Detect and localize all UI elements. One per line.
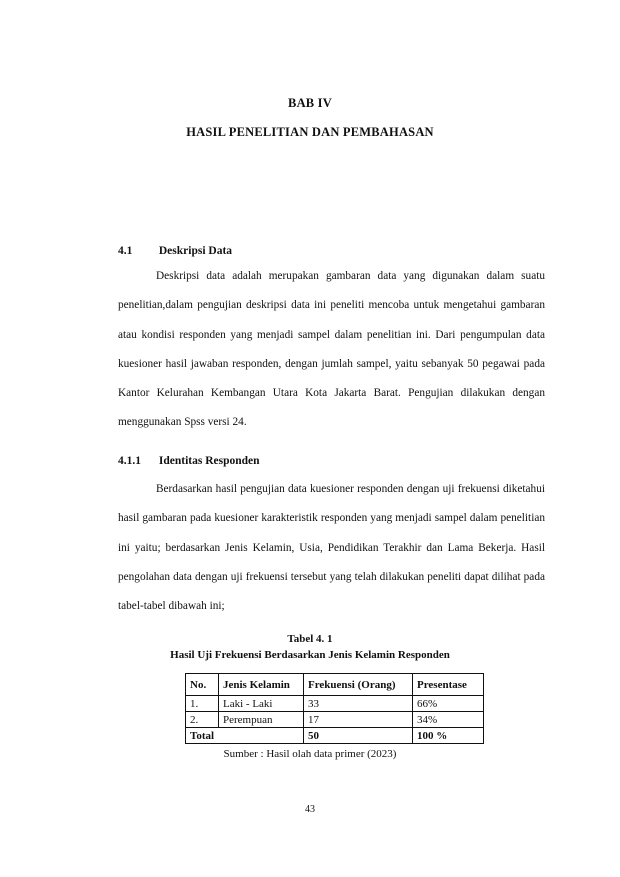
total-percentage: 100 %: [413, 728, 484, 744]
section-title: Identitas Responden: [158, 455, 260, 467]
total-frequency: 50: [304, 728, 413, 744]
table-header-cell: No.: [186, 674, 219, 696]
table-cell: 17: [304, 712, 413, 728]
section-heading-4-1: [118, 245, 232, 257]
table-cell: 2.: [186, 712, 219, 728]
table-header-row: [186, 674, 484, 696]
table-row: [186, 696, 484, 712]
page-number: 43: [305, 804, 315, 815]
table-cell: Perempuan: [219, 712, 304, 728]
table-row: [186, 712, 484, 728]
section-heading-4-1-1: [118, 455, 260, 467]
table-cell: 34%: [413, 712, 484, 728]
section-number: 4.1.1: [118, 455, 141, 467]
table-cell: Laki - Laki: [219, 696, 304, 712]
table-header-cell: Frekuensi (Orang): [304, 674, 413, 696]
table-cell: 1.: [186, 696, 219, 712]
table-total-row: [186, 728, 484, 744]
table-cell: 66%: [413, 696, 484, 712]
table-source: Sumber : Hasil olah data primer (2023): [223, 748, 397, 760]
frequency-table: [185, 673, 484, 744]
total-label: Total: [186, 728, 304, 744]
chapter-subtitle: HASIL PENELITIAN DAN PEMBAHASAN: [186, 125, 434, 139]
section-title: Deskripsi Data: [158, 245, 233, 257]
table-caption-title: Hasil Uji Frekuensi Berdasarkan Jenis Kelamin Responden: [170, 649, 450, 661]
section-paragraph-4-1: Deskripsi data adalah merupakan gambaran data yang digunakan dalam suatu penelitian,dalam pengujian deskripsi data ini peneliti mencoba untuk mengetahui gambaran atau kondisi responden yang menjadi sampel dalam penelitian ini. Dari pengumpulan data kuesioner hasil jawaban responden, dengan jumlah sampel, yaitu sebanyak 50 pegawai pada Kantor Kelurahan Kembangan Utara Kota Jakarta Barat. Pengujian dilakukan dengan menggunakan Spss versi 24.: [118, 270, 545, 429]
chapter-title: BAB IV: [288, 96, 332, 110]
table-cell: 33: [304, 696, 413, 712]
table-header-cell: Presentase: [413, 674, 484, 696]
section-paragraph-4-1-1: Berdasarkan hasil pengujian data kuesioner responden dengan uji frekuensi diketahui hasil gambaran pada kuesioner karakteristik responden yang menjadi sampel dalam penelitian ini yaitu; berdasarkan Jenis Kelamin, Usia, Pendidikan Terakhir dan Lama Bekerja. Hasil pengolahan data dengan uji frekuensi tersebut yang telah dilakukan peneliti dapat dilihat pada tabel-tabel dibawah ini;: [118, 483, 545, 613]
table-header-cell: Jenis Kelamin: [219, 674, 304, 696]
table-caption-number: Tabel 4. 1: [287, 633, 333, 645]
section-number: 4.1: [118, 245, 133, 257]
